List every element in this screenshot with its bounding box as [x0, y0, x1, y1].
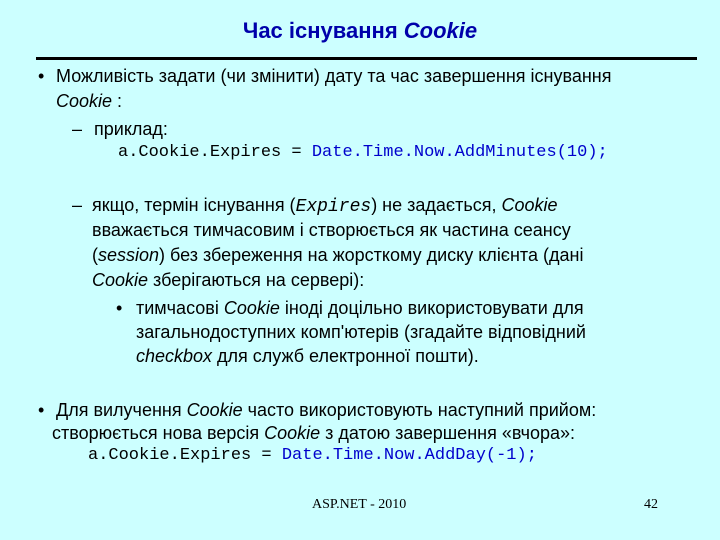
- title-italic: Cookie: [403, 18, 478, 43]
- bullet-2-line-2: [52, 421, 575, 445]
- title-text: Час існування: [242, 18, 398, 43]
- bullet-2-marker: •: [38, 400, 45, 420]
- code-1-part-b: Date.Time.: [311, 143, 414, 162]
- subsub-line-3: [136, 344, 479, 368]
- sub-2-l1-b: ) не задається,: [371, 195, 502, 215]
- code-example-2: [88, 444, 537, 468]
- bullet-2-l1-cookie: Cookie: [186, 400, 243, 420]
- subsub-marker: •: [116, 298, 123, 318]
- code-1-part-d: Minutes(10);: [485, 143, 608, 162]
- bullet-1-line-2: [56, 89, 122, 113]
- sub-2-dash: –: [72, 195, 83, 215]
- subsub-l3-b: для служб електронної пошти).: [212, 346, 479, 366]
- bullet-2-l1-a: Для вилучення: [56, 400, 187, 420]
- subsub-line-1: [136, 296, 584, 320]
- title-divider: [36, 57, 697, 60]
- sub-2-l3-a: (: [92, 245, 98, 265]
- footer-course: ASP.NET - 2010: [312, 497, 407, 512]
- sub-2-l3-session: session: [98, 245, 160, 265]
- sub-2-line-4: [92, 268, 364, 292]
- sub-1-dash: –: [72, 119, 83, 139]
- subsub-l1-a: тимчасові: [136, 298, 224, 318]
- subsub-l3-checkbox: checkbox: [136, 346, 213, 366]
- code-1-part-a: a.Cookie.Expires =: [118, 143, 312, 162]
- sub-1-label: приклад:: [94, 119, 168, 139]
- code-example-1: [118, 141, 608, 165]
- sub-2-line-2: вважається тимчасовим і створюється як частина сеансу: [92, 220, 571, 240]
- slide-title: [0, 16, 720, 46]
- subsub-l1-b: іноді доцільно використовувати для: [279, 298, 584, 318]
- code-2-part-a: a.Cookie.Expires =: [88, 446, 282, 465]
- bullet-2-l2-cookie: Cookie: [264, 423, 321, 443]
- sub-2-line-1: [92, 193, 558, 219]
- expires-code: Expires: [295, 197, 372, 217]
- sub-2-l4-cookie: Cookie: [92, 270, 149, 290]
- subsub-l1-cookie: Cookie: [223, 298, 280, 318]
- sub-2-l1-cookie: Cookie: [501, 195, 558, 215]
- bullet-2-l2-a: створюється нова версія: [52, 423, 265, 443]
- bullet-2-line-1: [56, 398, 596, 422]
- sub-2-l4-b: зберігаються на сервері):: [148, 270, 365, 290]
- sub-2-line-3: [92, 243, 583, 267]
- bullet-1-line-1: Можливість задати (чи змінити) дату та час завершення існування: [56, 66, 612, 86]
- code-1-part-c: Now.Add: [413, 143, 486, 162]
- bullet-1-cookie: Cookie: [56, 91, 113, 111]
- bullet-2-l1-b: часто використовують наступний прийом:: [242, 400, 597, 420]
- subsub-line-2: загальнодоступних комп'ютерів (згадайте відповідний: [136, 322, 586, 342]
- bullet-1-marker: •: [38, 66, 45, 86]
- code-2-part-c: Now.Add: [383, 446, 456, 465]
- code-2-part-b: Date.Time.: [281, 446, 384, 465]
- bullet-2-l2-b: з датою завершення «вчора»:: [320, 423, 576, 443]
- bullet-1-colon: :: [112, 91, 123, 111]
- page-number: 42: [644, 497, 658, 512]
- code-2-part-d: Day(-1);: [455, 446, 537, 465]
- sub-2-l1-a: якщо, термін існування (: [92, 195, 296, 215]
- sub-2-l3-b: ) без збереження на жорсткому диску клієнта (дані: [159, 245, 584, 265]
